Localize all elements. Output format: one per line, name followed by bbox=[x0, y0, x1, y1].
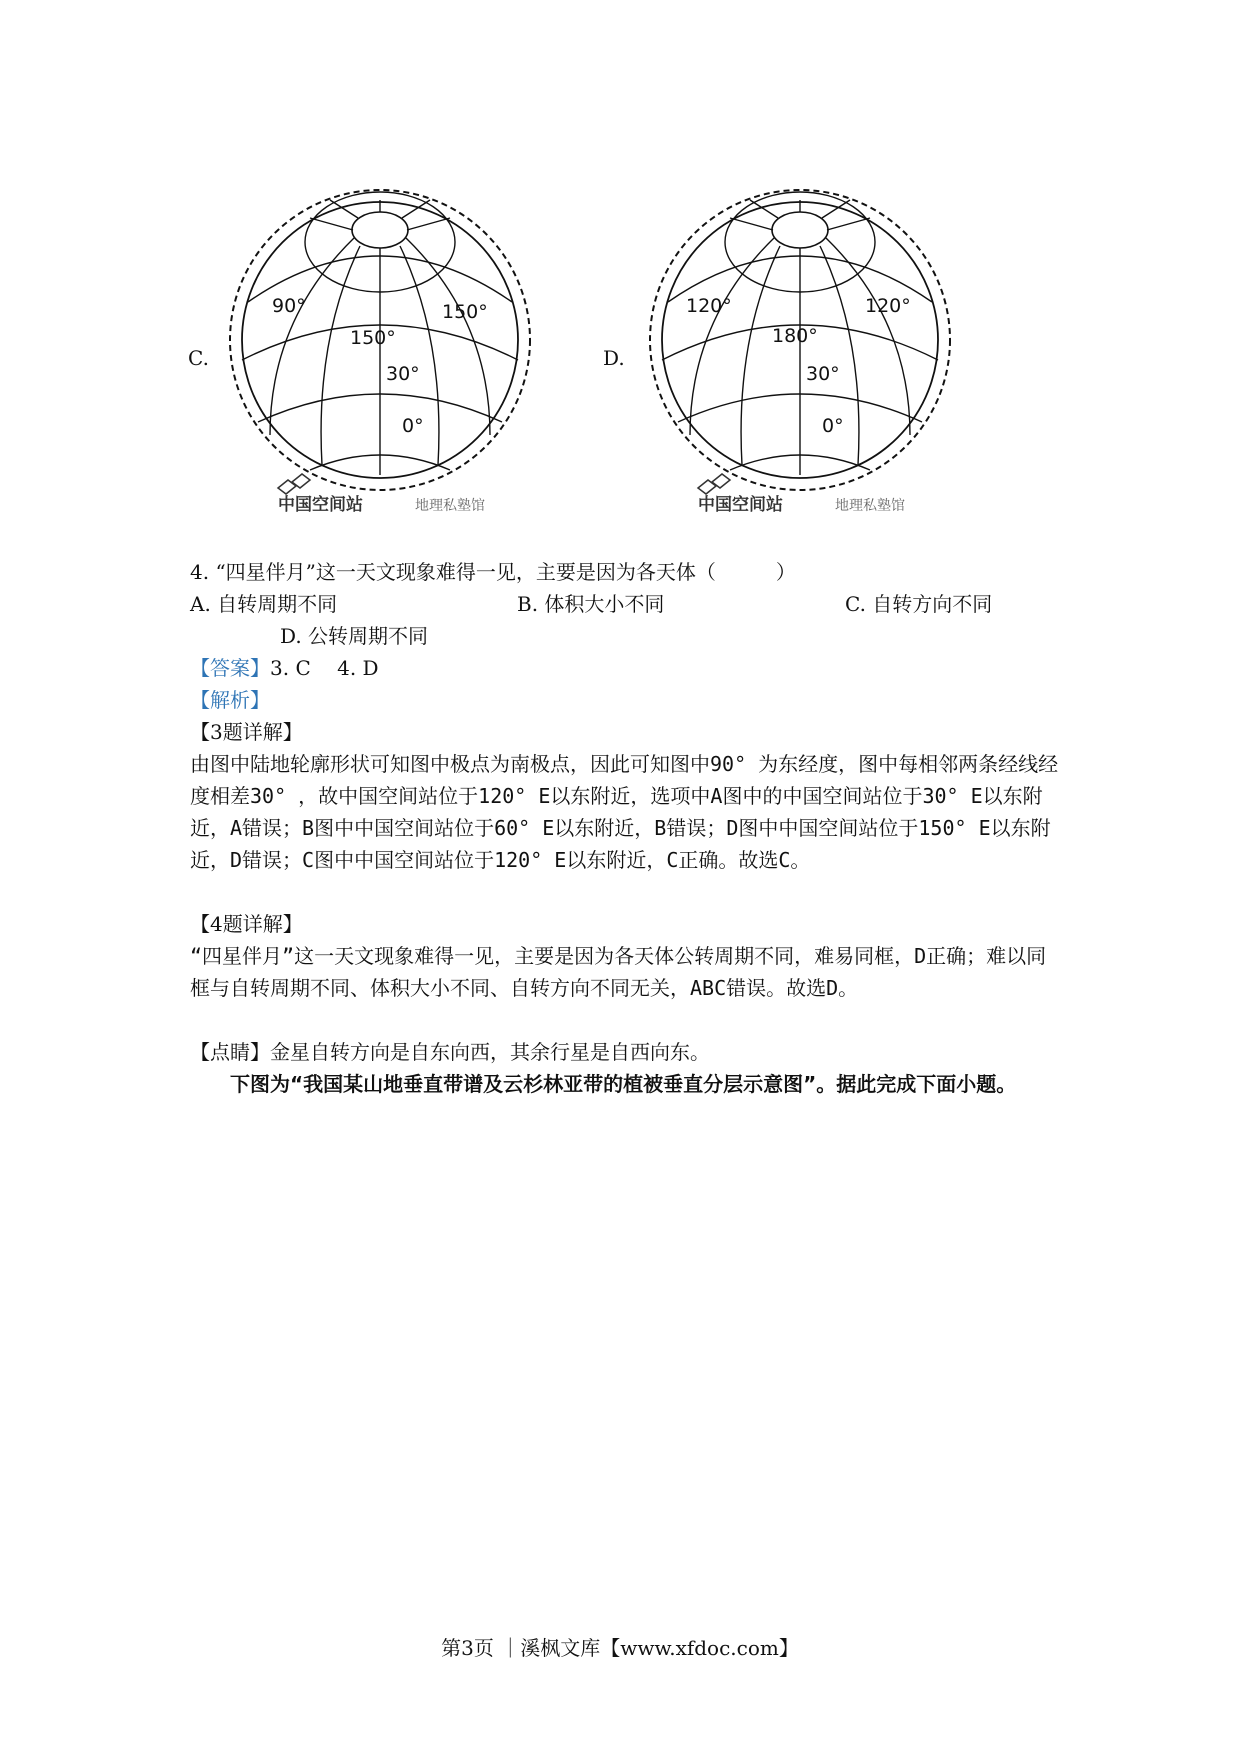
station-icon bbox=[698, 474, 730, 494]
label-2: 120° bbox=[865, 295, 911, 317]
label-4: 0° bbox=[402, 415, 424, 437]
figure-c-letter: C. bbox=[188, 346, 209, 370]
station-label: 中国空间站 bbox=[278, 495, 363, 515]
option-c: C. 自转方向不同 bbox=[845, 592, 993, 616]
answer-value: 3. C 4. D bbox=[270, 656, 379, 680]
label-3: 30° bbox=[806, 363, 840, 385]
analysis-label: 【解析】 bbox=[190, 688, 270, 712]
option-b: B. 体积大小不同 bbox=[517, 592, 665, 616]
label-1: 150° bbox=[350, 327, 396, 349]
tip: 【点睛】金星自转方向是自东向西，其余行星是自西向东。 bbox=[190, 1040, 710, 1064]
next-question-intro: 下图为“我国某山地垂直带谱及云杉林亚带的植被垂直分层示意图”。据此完成下面小题。 bbox=[230, 1072, 1017, 1096]
page-footer: 第3页 ｜溪枫文库【www.xfdoc.com】 bbox=[441, 1636, 799, 1660]
q3-explanation: 由图中陆地轮廓形状可知图中极点为南极点，因此可知图中90° 为东经度，图中每相邻两条经线经度相差30° ，故中国空间站位于120° E以东附近，选项中A图中的中国空间站位于30° E以东附近，A错误；B图中中国空间站位于60° E以东附近，B错误；D图中中国空间站位于150° E以东附近，D错误；C图中中国空间站位于120° E以东附近，C正确。故选C。 bbox=[190, 752, 1059, 872]
option-a: A. 自转周期不同 bbox=[190, 592, 338, 616]
watermark: 地理私塾馆 bbox=[835, 498, 905, 514]
station-icon bbox=[278, 474, 310, 494]
answer-line bbox=[190, 652, 379, 684]
q4-heading: 【4题详解】 bbox=[190, 912, 303, 936]
q3-heading: 【3题详解】 bbox=[190, 720, 303, 744]
station-label: 中国空间站 bbox=[698, 495, 783, 515]
q4-explanation: “四星伴月”这一天文现象难得一见，主要是因为各天体公转周期不同，难易同框，D正确；难以同框与自转周期不同、体积大小不同、自转方向不同无关，ABC错误。故选D。 bbox=[190, 944, 1047, 1000]
option-d: D. 公转周期不同 bbox=[280, 624, 429, 648]
label-2: 150° bbox=[442, 301, 488, 323]
figure-d-globe bbox=[640, 170, 960, 515]
label-3: 30° bbox=[386, 363, 420, 385]
label-1: 180° bbox=[772, 325, 818, 347]
figure-d-letter: D. bbox=[603, 346, 625, 370]
figure-c-globe bbox=[220, 170, 540, 515]
answer-label: 【答案】 bbox=[190, 656, 270, 680]
label-4: 0° bbox=[822, 415, 844, 437]
label-0: 90° bbox=[272, 295, 306, 317]
watermark: 地理私塾馆 bbox=[415, 498, 485, 514]
question-4-stem: 4. “四星伴月”这一天文现象难得一见，主要是因为各天体（ ） bbox=[190, 560, 796, 584]
label-0: 120° bbox=[686, 295, 732, 317]
